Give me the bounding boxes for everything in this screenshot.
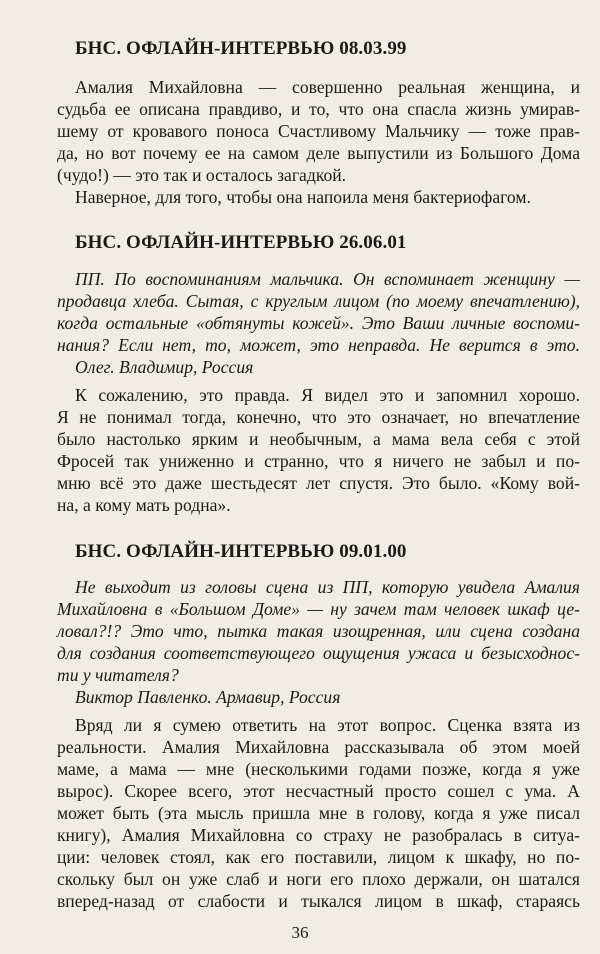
section-1-line-1: Амалия Михайловна — совершенно реальная женщина, и bbox=[75, 77, 580, 97]
section-1-line-6: Наверное, для того, чтобы она напоила меня бактериофагом. bbox=[75, 187, 531, 207]
section-3-author: Виктор Павленко. Армавир, Россия bbox=[75, 687, 341, 707]
section-3-answer-line-9: вперед-назад от слабости и тыкался лицом в шкаф, стараясь bbox=[57, 891, 580, 911]
section-2-question-line-3: когда остальные «обтянуты кожей». Это Ваши личные воспоми- bbox=[57, 313, 580, 333]
section-3-question-line-4: для создания соответствующего ощущения ужаса и безысходнос- bbox=[57, 643, 580, 663]
page-number: 36 bbox=[291, 923, 309, 942]
section-2-answer-line-4: Фросей так униженно и странно, что я ничего не забыл и по- bbox=[57, 451, 580, 471]
section-3-answer-line-5: может быть (эта мысль пришла мне в голову, когда я уже писал bbox=[57, 803, 580, 823]
section-2-answer-line-5: мню всё это даже шестьдесят лет спустя. Это было. «Кому вой- bbox=[57, 473, 580, 493]
section-3-question-line-1: Не выходит из головы сцена из ПП, которую увидела Амалия bbox=[75, 577, 580, 597]
section-3-answer-line-8: скольку был он уже слаб и ноги его плохо держали, он шатался bbox=[57, 869, 580, 889]
section-2-question-line-2: продавца хлеба. Сытая, с круглым лицом (по моему впечатлению), bbox=[57, 291, 580, 311]
section-2-answer-line-2: Я не понимал тогда, конечно, что это означает, но впечатление bbox=[57, 407, 580, 427]
section-2-author: Олег. Владимир, Россия bbox=[75, 357, 254, 377]
section-2-answer-line-1: К сожалению, это правда. Я видел это и запомнил хорошо. bbox=[75, 385, 580, 405]
section-3-question-line-5: ти у читателя? bbox=[57, 665, 179, 685]
section-2-question-line-1: ПП. По воспоминаниям мальчика. Он вспоминает женщину — bbox=[75, 269, 580, 289]
section-1-line-4: да, но вот почему ее на самом деле выпустили из Большого Дома bbox=[57, 143, 580, 163]
section-2-question-line-4: нания? Если нет, то, может, это неправда. Не верится в это. bbox=[57, 335, 580, 355]
section-3-heading: БНС. ОФЛАЙН-ИНТЕРВЬЮ 09.01.00 bbox=[75, 541, 407, 562]
section-2-answer-line-6: на, а кому мать родна». bbox=[57, 495, 231, 515]
section-3-answer-line-6: книгу), Амалия Михайловна со страху не разобралась в ситуа- bbox=[57, 825, 580, 845]
section-3-answer-line-7: ции: человек стоял, как его поставили, лицом к шкафу, но по- bbox=[57, 847, 580, 867]
section-3-question-line-2: Михайловна в «Большом Доме» — ну зачем там человек шкаф це- bbox=[57, 599, 580, 619]
section-3-answer-line-3: маме, а мама — мне (несколькими годами позже, когда я уже bbox=[57, 759, 580, 779]
section-3-answer-line-4: вырос). Скорее всего, этот несчастный просто сошел с ума. А bbox=[57, 781, 580, 801]
section-1-heading: БНС. ОФЛАЙН-ИНТЕРВЬЮ 08.03.99 bbox=[75, 38, 407, 59]
section-2-heading: БНС. ОФЛАЙН-ИНТЕРВЬЮ 26.06.01 bbox=[75, 232, 407, 253]
section-1-line-2: судьба ее описана правдиво, и то, что она спасла жизнь умирав- bbox=[57, 99, 580, 119]
section-1-line-3: шему от кровавого поноса Счастливому Мальчику — тоже прав- bbox=[57, 121, 580, 141]
section-1-line-5: (чудо!) — это так и осталось загадкой. bbox=[57, 165, 347, 185]
section-3-answer-line-1: Вряд ли я сумею ответить на этот вопрос. Сценка взята из bbox=[75, 715, 580, 735]
section-3-answer-line-2: реальности. Амалия Михайловна рассказывала об этом моей bbox=[57, 737, 580, 757]
section-3-question-line-3: ловал?!? Это что, пытка такая изощренная, или сцена создана bbox=[57, 621, 580, 641]
section-2-answer-line-3: было настолько ярким и необычным, а мама вела себя с этой bbox=[57, 429, 580, 449]
